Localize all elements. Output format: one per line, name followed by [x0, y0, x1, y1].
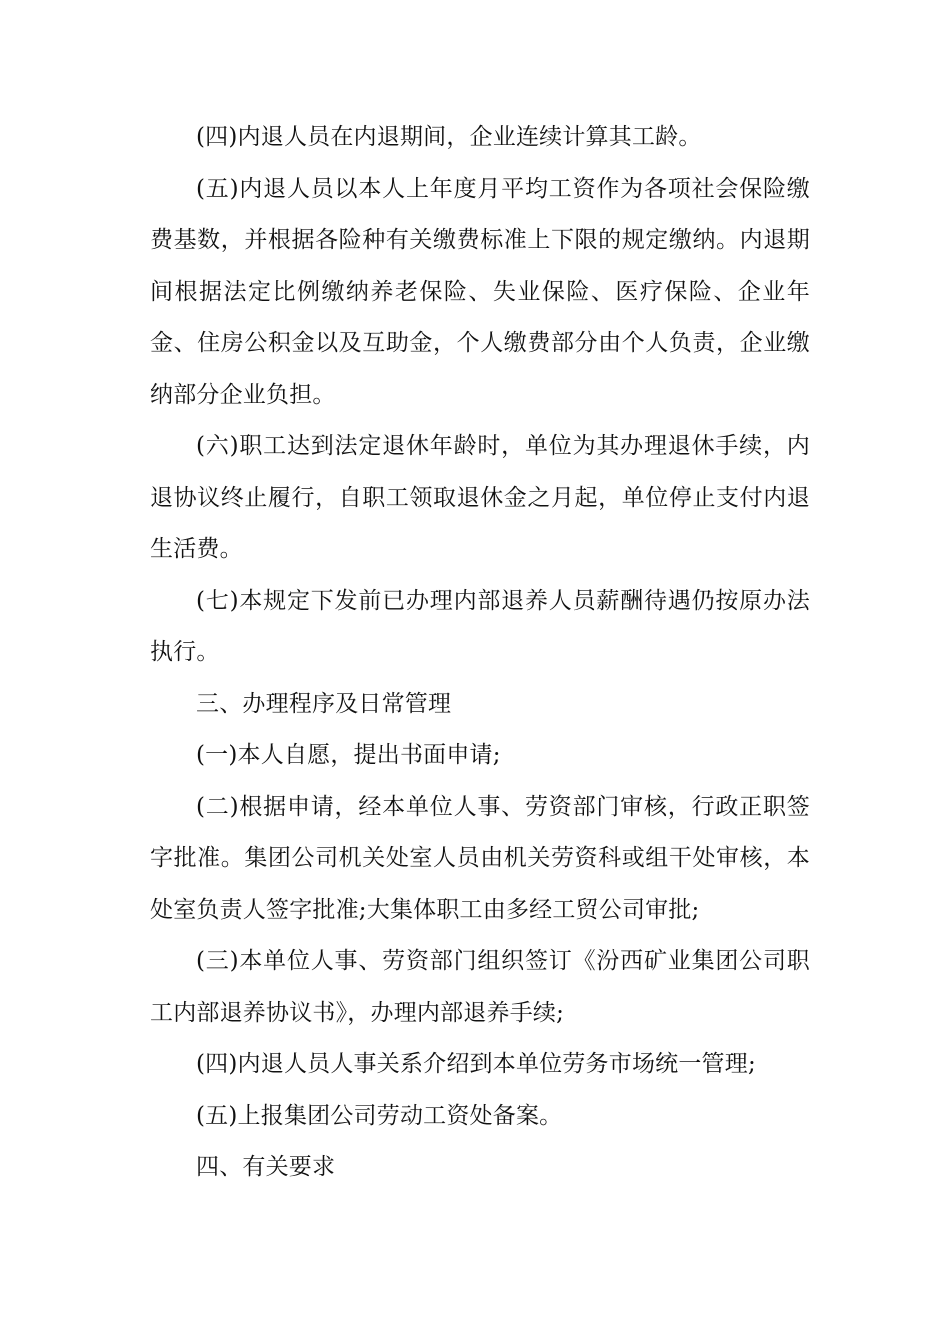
procedure-step-5: (五)上报集团公司劳动工资处备案。	[196, 1102, 563, 1129]
section-heading-requirements: 四、有关要求	[196, 1154, 336, 1180]
section-heading-procedures: 三、办理程序及日常管理	[196, 690, 452, 717]
procedure-step-4: (四)内退人员人事关系介绍到本单位劳务市场统一管理;	[196, 1051, 756, 1077]
paragraph-item-5-social-insurance: (五)内退人员以本人上年度月平均工资作为各项社会保险缴费基数，并根据各险种有关缴费标准上下限的规定缴纳。内退期间根据法定比例缴纳养老保险、失业保险、医疗保险、企业年金、住房公积金以及互助金，个人缴费部分由个人负责，企业缴纳部分企业负担。	[150, 175, 810, 408]
paragraph-item-6-retirement: (六)职工达到法定退休年龄时，单位为其办理退休手续，内退协议终止履行，自职工领取退休金之月起，单位停止支付内退生活费。	[150, 433, 810, 562]
paragraph-item-4-seniority: (四)内退人员在内退期间，企业连续计算其工龄。	[196, 124, 702, 150]
document-body	[150, 112, 810, 1194]
procedure-step-1: (一)本人自愿，提出书面申请;	[196, 742, 501, 768]
procedure-step-3: (三)本单位人事、劳资部门组织签订《汾西矿业集团公司职工内部退养协议书》，办理内部退养手续;	[150, 948, 810, 1026]
procedure-step-2: (二)根据申请，经本单位人事、劳资部门审核，行政正职签字批准。集团公司机关处室人员由机关劳资科或组干处审核，本处室负责人签字批准;大集体职工由多经工贸公司审批;	[150, 793, 810, 923]
paragraph-item-7-prior-cases: (七)本规定下发前已办理内部退养人员薪酬待遇仍按原办法执行。	[150, 587, 810, 665]
